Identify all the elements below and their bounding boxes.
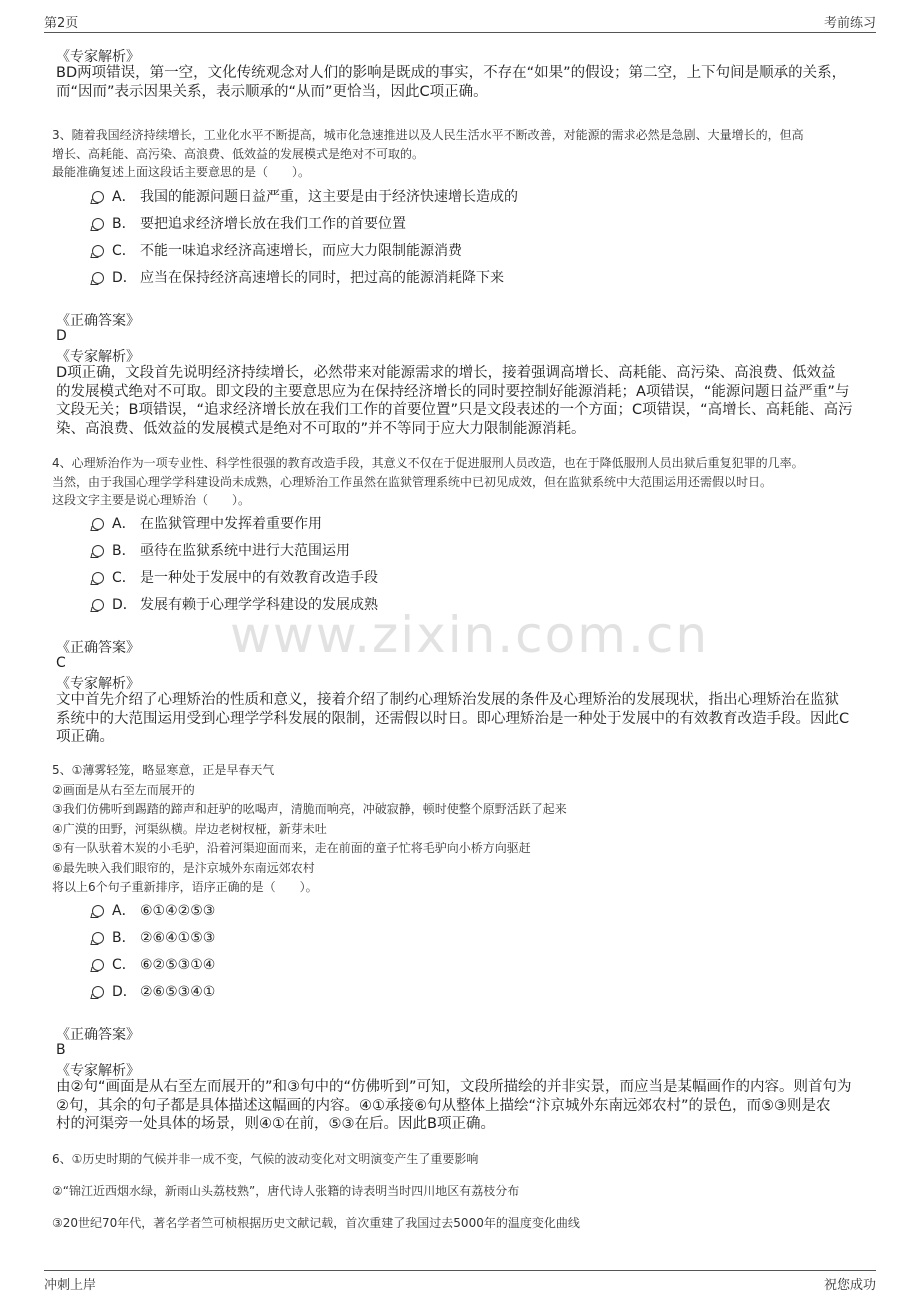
watermark: www.zixin.com.cn bbox=[230, 606, 710, 664]
stem-line: ②画面是从右至左而展开的 bbox=[52, 782, 195, 797]
q5-option-b[interactable]: B． ②⑥④①⑤③ bbox=[92, 927, 215, 947]
stem-line: 最能准确复述上面这段话主要意思的是（ ）。 bbox=[52, 165, 311, 179]
q6-line-1: 6、①历史时期的气候并非一成不变，气候的波动变化对文明演变产生了重要影响 bbox=[52, 1152, 479, 1166]
q6-line-3: ③20世纪70年代，著名学者竺可桢根据历史文献记载，首次重建了我国过去5000年的温度变化曲线 bbox=[52, 1216, 580, 1230]
q4-analysis bbox=[56, 691, 866, 747]
radio-icon[interactable] bbox=[92, 599, 104, 611]
analysis-line: 染、高浪费、低效益的发展模式是绝对不可取的”并不等同于应大力限制能源消耗。 bbox=[56, 420, 586, 437]
radio-icon[interactable] bbox=[92, 245, 104, 257]
q4-answer: C bbox=[56, 655, 66, 671]
stem-line: 3、随着我国经济持续增长，工业化水平不断提高，城市化急速推进以及人民生活水平不断改善，对能源的需求必然是急剧、大量增长的，但高 bbox=[52, 128, 804, 142]
doc-title: 考前练习 bbox=[823, 16, 876, 31]
q3-option-d[interactable]: D． 应当在保持经济高速增长的同时，把过高的能源消耗降下来 bbox=[92, 267, 504, 287]
footer-right: 祝您成功 bbox=[823, 1278, 876, 1293]
q6-line-2: ②“锦江近西烟水绿，新雨山头荔枝熟”，唐代诗人张籍的诗表明当时四川地区有荔枝分布 bbox=[52, 1184, 520, 1198]
analysis-line: 村的河渠旁一处具体的场景，则④①在前，⑤③在后。因此B项正确。 bbox=[56, 1116, 495, 1132]
option-text: ⑥②⑤③①④ bbox=[140, 957, 216, 973]
option-text: 要把追求经济增长放在我们工作的首要位置 bbox=[140, 216, 406, 232]
radio-icon[interactable] bbox=[92, 959, 104, 971]
analysis-line: 文段无关；B项错误，“追求经济增长放在我们工作的首要位置”只是文段表述的一个方面；C项错误，“高增长、高耗能、高污 bbox=[56, 402, 853, 418]
radio-icon[interactable] bbox=[92, 545, 104, 557]
option-text: 是一种处于发展中的有效教育改造手段 bbox=[140, 570, 378, 586]
radio-icon[interactable] bbox=[92, 572, 104, 584]
stem-line: ③我们仿佛听到踢踏的蹄声和赶驴的吆喝声，清脆而响亮，冲破寂静，顿时使整个原野活跃了起来 bbox=[52, 802, 567, 816]
option-text: 亟待在监狱系统中进行大范围运用 bbox=[140, 543, 350, 559]
q3-option-c[interactable]: C． 不能一味追求经济高速增长，而应大力限制能源消费 bbox=[92, 240, 462, 260]
q3-stem bbox=[52, 126, 872, 182]
radio-icon[interactable] bbox=[92, 191, 104, 203]
analysis-line: 文中首先介绍了心理矫治的性质和意义，接着介绍了制约心理矫治发展的条件及心理矫治的发展现状，指出心理矫治在监狱 bbox=[56, 692, 839, 708]
radio-icon[interactable] bbox=[92, 518, 104, 530]
option-text: 应当在保持经济高速增长的同时，把过高的能源消耗降下来 bbox=[140, 270, 504, 286]
q3-analysis bbox=[56, 364, 866, 438]
radio-icon[interactable] bbox=[92, 986, 104, 998]
q5-stem bbox=[52, 761, 567, 898]
stem-line: ④广漠的田野，河渠纵横。岸边老树杈桠，新芽未吐 bbox=[52, 821, 327, 836]
q4-option-d[interactable]: D． 发展有赖于心理学学科建设的发展成熟 bbox=[92, 594, 378, 614]
analysis-label: 《专家解析》 bbox=[56, 676, 140, 692]
page-footer bbox=[44, 1270, 876, 1299]
answer-label: 《正确答案》 bbox=[56, 313, 140, 329]
option-text: ⑥①④②⑤③ bbox=[140, 903, 216, 919]
q3-option-b[interactable]: B． 要把追求经济增长放在我们工作的首要位置 bbox=[92, 213, 406, 233]
analysis-label: 《专家解析》 bbox=[56, 349, 140, 365]
analysis-line: 的发展模式绝对不可取。即文段的主要意思应为在保持经济增长的同时要控制好能源消耗；A项错误，“能源问题日益严重”与 bbox=[56, 383, 850, 400]
option-text: 发展有赖于心理学学科建设的发展成熟 bbox=[140, 597, 378, 613]
stem-line: 当然，由于我国心理学学科建设尚未成熟，心理矫治工作虽然在监狱管理系统中已初见成效，但在监狱系统中大范围运用还需假以时日。 bbox=[52, 474, 773, 489]
q4-stem bbox=[52, 454, 872, 510]
q5-analysis bbox=[56, 1078, 866, 1134]
analysis-line: 而“因而”表示因果关系，表示顺承的“从而”更恰当，因此C项正确。 bbox=[56, 83, 488, 100]
analysis-line: ②句，其余的句子都是具体描述这幅画的内容。④①承接⑥句从整体上描绘“汴京城外东南远郊农村”的景色，而⑤③则是农 bbox=[56, 1097, 831, 1114]
radio-icon[interactable] bbox=[92, 905, 104, 917]
option-text: ②⑥⑤③④① bbox=[140, 984, 216, 1000]
q3-option-a[interactable]: A． 我国的能源问题日益严重，这主要是由于经济快速增长造成的 bbox=[92, 186, 518, 206]
radio-icon[interactable] bbox=[92, 218, 104, 230]
answer-label: 《正确答案》 bbox=[56, 640, 140, 656]
footer-left: 冲刺上岸 bbox=[44, 1278, 97, 1293]
option-text: ②⑥④①⑤③ bbox=[140, 930, 216, 946]
q5-option-a[interactable]: A． ⑥①④②⑤③ bbox=[92, 900, 215, 920]
q2-analysis bbox=[56, 64, 866, 101]
stem-line: 增长、高耗能、高污染、高浪费、低效益的发展模式是绝对不可取的。 bbox=[52, 146, 425, 161]
page-header bbox=[44, 8, 876, 33]
q5-answer: B bbox=[56, 1042, 66, 1058]
analysis-line: 系统中的大范围运用受到心理学学科发展的限制，还需假以时日。即心理矫治是一种处于发展中的有效教育改造手段。因此C bbox=[56, 710, 850, 727]
stem-line: ⑤有一队驮着木炭的小毛驴，沿着河渠迎面而来，走在前面的童子忙将毛驴向小桥方向驱赶 bbox=[52, 841, 531, 855]
q4-option-a[interactable]: A． 在监狱管理中发挥着重要作用 bbox=[92, 513, 322, 533]
q4-option-c[interactable]: C． 是一种处于发展中的有效教育改造手段 bbox=[92, 567, 378, 587]
q3-answer: D bbox=[56, 328, 67, 344]
stem-line: 将以上6个句子重新排序，语序正确的是（ ）。 bbox=[52, 880, 318, 894]
q4-option-b[interactable]: B． 亟待在监狱系统中进行大范围运用 bbox=[92, 540, 350, 560]
radio-icon[interactable] bbox=[92, 272, 104, 284]
option-text: 我国的能源问题日益严重，这主要是由于经济快速增长造成的 bbox=[140, 189, 518, 205]
answer-label: 《正确答案》 bbox=[56, 1027, 140, 1043]
radio-icon[interactable] bbox=[92, 932, 104, 944]
stem-line: 5、①薄雾轻笼，略显寒意，正是早春天气 bbox=[52, 763, 275, 777]
analysis-line: 项正确。 bbox=[56, 729, 114, 745]
stem-line: ⑥最先映入我们眼帘的，是汴京城外东南远郊农村 bbox=[52, 860, 315, 875]
q5-option-c[interactable]: C． ⑥②⑤③①④ bbox=[92, 954, 215, 974]
analysis-line: D项正确，文段首先说明经济持续增长，必然带来对能源需求的增长，接着强调高增长、高耗能、高污染、高浪费、低效益 bbox=[56, 365, 836, 381]
analysis-label: 《专家解析》 bbox=[56, 1063, 140, 1079]
analysis-label: 《专家解析》 bbox=[56, 49, 140, 65]
stem-line: 这段文字主要是说心理矫治（ ）。 bbox=[52, 493, 251, 507]
option-text: 不能一味追求经济高速增长，而应大力限制能源消费 bbox=[140, 243, 462, 259]
option-text: 在监狱管理中发挥着重要作用 bbox=[140, 516, 322, 532]
page-number: 第2页 bbox=[44, 16, 79, 31]
analysis-line: BD两项错误，第一空，文化传统观念对人们的影响是既成的事实，不存在“如果”的假设；第二空，上下句间是顺承的关系， bbox=[56, 65, 847, 81]
analysis-line: 由②句“画面是从右至左而展开的”和③句中的“仿佛听到”可知，文段所描绘的并非实景，而应当是某幅画作的内容。则首句为 bbox=[56, 1079, 852, 1095]
stem-line: 4、心理矫治作为一项专业性、科学性很强的教育改造手段，其意义不仅在于促进服刑人员改造，也在于降低服刑人员出狱后重复犯罪的几率。 bbox=[52, 456, 804, 470]
q5-option-d[interactable]: D． ②⑥⑤③④① bbox=[92, 981, 215, 1001]
